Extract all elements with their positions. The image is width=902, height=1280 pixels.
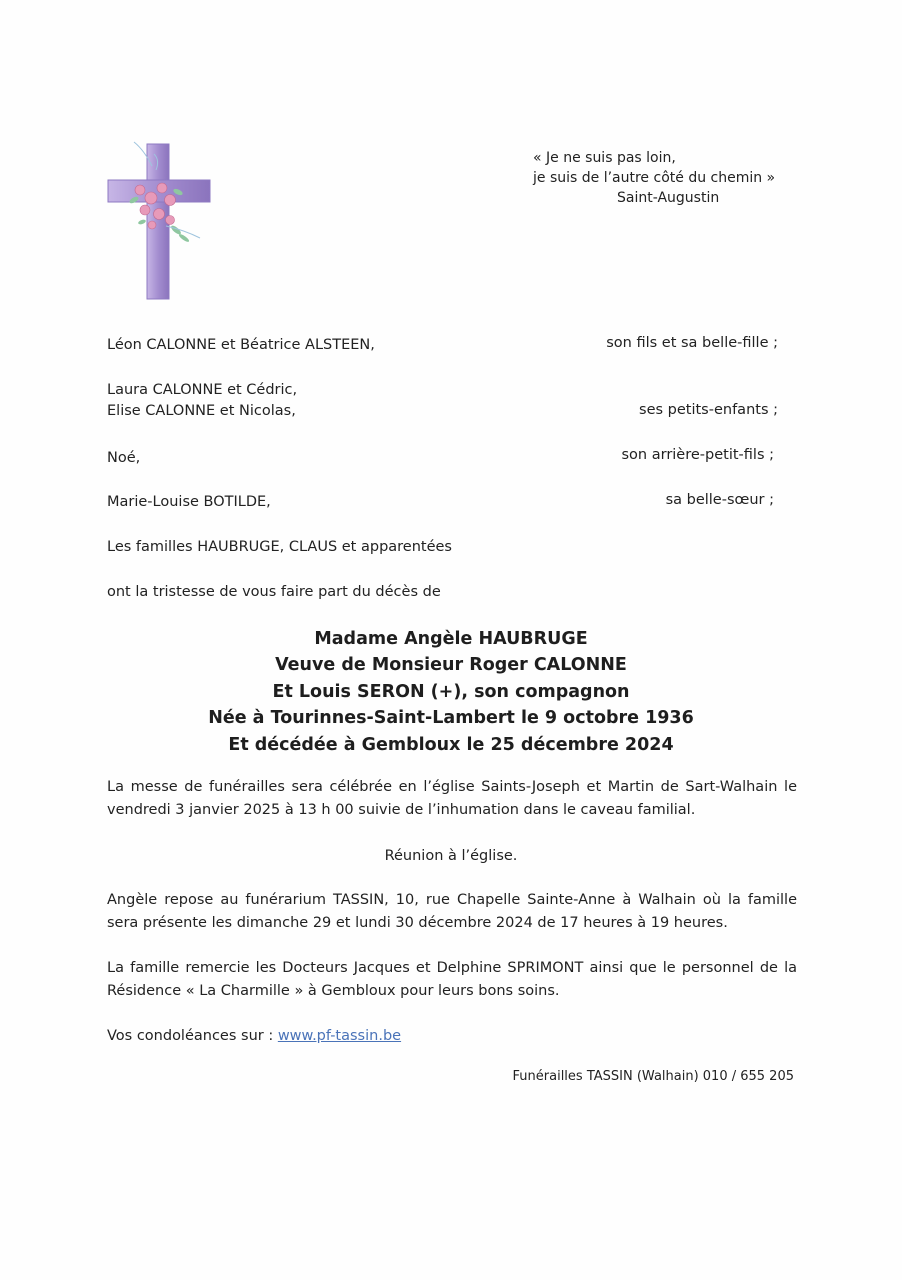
flowered-cross-icon bbox=[104, 130, 216, 302]
family-relation-4: sa belle-sœur ; bbox=[665, 492, 774, 508]
announcement: ont la tristesse de vous faire part du décès de bbox=[107, 584, 441, 600]
condolences-line bbox=[107, 1026, 401, 1046]
family-relation-2: ses petits-enfants ; bbox=[639, 402, 778, 418]
rest-paragraph: Angèle repose au funérarium TASSIN, 10, rue Chapelle Sainte-Anne à Walhain où la famille sera présente les dimanche 29 et lundi 30 décembre 2024 de 17 heures à 19 heures. bbox=[107, 892, 797, 931]
deceased-birth: Née à Tourinnes-Saint-Lambert le 9 octobre 1936 bbox=[208, 708, 694, 729]
family-name-2a: Laura CALONNE et Cédric, bbox=[107, 382, 298, 398]
family-name-1: Léon CALONNE et Béatrice ALSTEEN, bbox=[107, 337, 375, 353]
deceased-companion: Et Louis SERON (+), son compagnon bbox=[272, 681, 630, 702]
epigraph-quote bbox=[533, 148, 775, 208]
family-name-3: Noé, bbox=[107, 450, 141, 466]
quote-line-1: « Je ne suis pas loin, bbox=[533, 150, 676, 166]
family-relation-1: son fils et sa belle-fille ; bbox=[606, 335, 778, 351]
family-name-2b: Elise CALONNE et Nicolas, bbox=[107, 403, 296, 419]
footer-contact: Funérailles TASSIN (Walhain) 010 / 655 205 bbox=[512, 1069, 794, 1084]
deceased-death: Et décédée à Gembloux le 25 décembre 2024 bbox=[228, 734, 674, 755]
condolences-label: Vos condoléances sur : bbox=[107, 1028, 278, 1044]
quote-author: Saint-Augustin bbox=[617, 190, 720, 206]
deceased-block bbox=[0, 626, 902, 758]
thanks-paragraph: La famille remercie les Docteurs Jacques et Delphine SPRIMONT ainsi que le personnel de la Résidence « La Charmille » à Gembloux pour leurs bons soins. bbox=[107, 960, 797, 999]
family-name-4: Marie-Louise BOTILDE, bbox=[107, 494, 271, 510]
family-relation-3: son arrière-petit-fils ; bbox=[621, 447, 774, 463]
quote-line-2: je suis de l’autre côté du chemin » bbox=[533, 170, 776, 186]
reunion-note: Réunion à l’église. bbox=[384, 848, 518, 864]
funeral-paragraph: La messe de funérailles sera célébrée en l’église Saints-Joseph et Martin de Sart-Walhain le vendredi 3 janvier 2025 à 13 h 00 suivie de l’inhumation dans le caveau familial. bbox=[107, 779, 797, 818]
deceased-widow: Veuve de Monsieur Roger CALONNE bbox=[275, 655, 627, 676]
condolences-link[interactable]: www.pf-tassin.be bbox=[277, 1028, 402, 1044]
deceased-name: Madame Angèle HAUBRUGE bbox=[314, 629, 588, 649]
family-name-5: Les familles HAUBRUGE, CLAUS et apparentées bbox=[107, 539, 452, 555]
